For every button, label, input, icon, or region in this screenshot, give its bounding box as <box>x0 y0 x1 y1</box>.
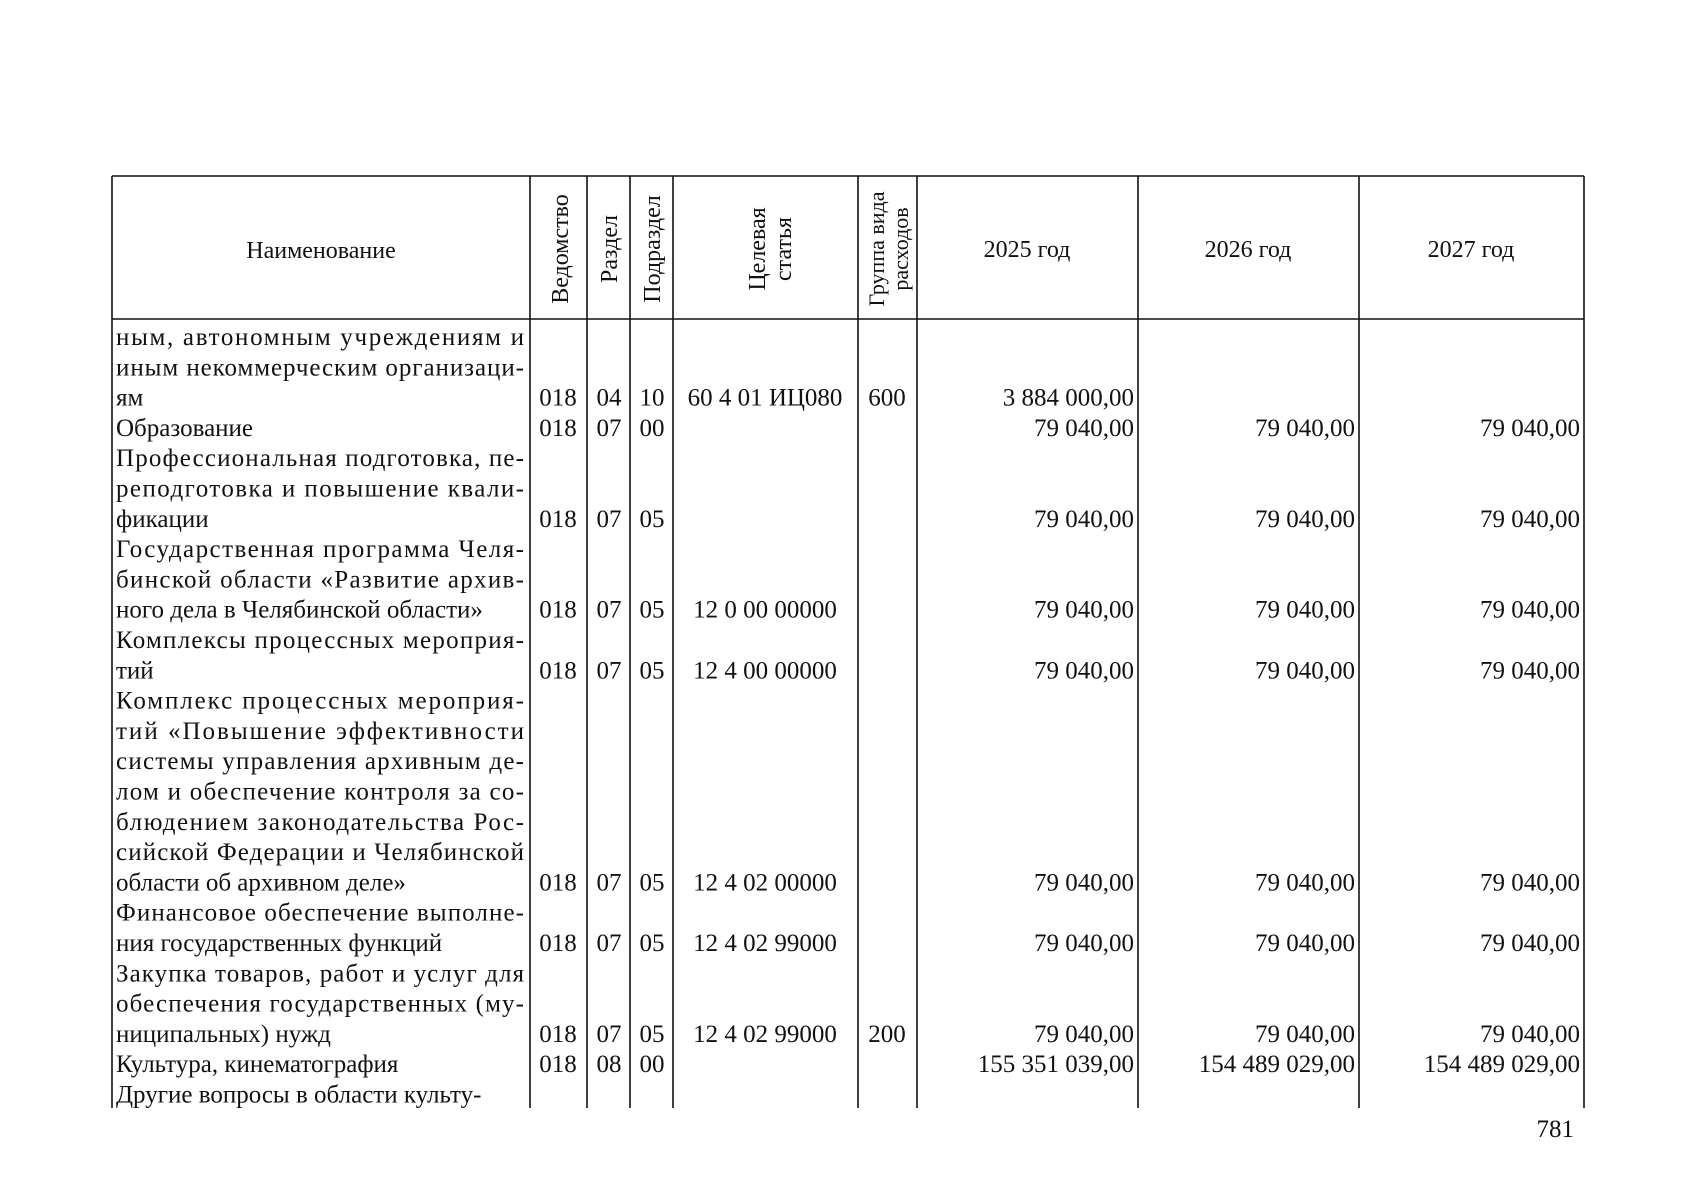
cell-name-line: лом и обеспечение контроля за со- <box>116 778 524 806</box>
cell-podrazdel: 05 <box>639 869 665 897</box>
cell-vedomstvo: 018 <box>539 930 577 957</box>
cell-2027: 79 040,00 <box>1480 414 1580 442</box>
cell-name-line: Другие вопросы в области культу- <box>116 1081 482 1109</box>
table-row <box>116 900 1580 957</box>
cell-razdel: 04 <box>596 384 622 412</box>
cell-vedomstvo: 018 <box>539 1020 577 1048</box>
cell-2027: 79 040,00 <box>1480 1020 1580 1048</box>
cell-2026: 79 040,00 <box>1255 869 1355 897</box>
cell-name-line: ным, автономным учреждениям и <box>116 324 524 351</box>
cell-2026: 79 040,00 <box>1255 505 1355 533</box>
cell-2026: 79 040,00 <box>1255 657 1355 685</box>
cell-2027: 79 040,00 <box>1480 596 1580 624</box>
cell-podrazdel: 05 <box>639 505 665 533</box>
cell-razdel: 07 <box>596 930 622 957</box>
cell-name-line: ям <box>116 384 144 412</box>
cell-name-line: Государственная программа Челя- <box>116 536 524 564</box>
header-gruppa-line2: расходов <box>888 207 913 291</box>
cell-2027: 79 040,00 <box>1480 869 1580 897</box>
table-row <box>116 415 1580 442</box>
cell-name-line: Профессиональная подготовка, пе- <box>116 445 524 473</box>
header-celevaya-line2: статья <box>771 217 797 281</box>
cell-podrazdel: 05 <box>639 930 665 957</box>
header-name: Наименование <box>246 238 396 264</box>
header-razdel: Раздел <box>597 215 623 283</box>
cell-razdel: 08 <box>596 1051 622 1079</box>
cell-vedomstvo: 018 <box>539 596 577 624</box>
cell-2025: 79 040,00 <box>1034 414 1134 442</box>
table-row <box>116 688 1580 897</box>
cell-name-line: ния государственных функций <box>116 930 443 957</box>
cell-name-line: Закупка товаров, работ и услуг для <box>116 960 524 988</box>
cell-name-line: ниципальных) нужд <box>116 1020 331 1048</box>
cell-vedomstvo: 018 <box>539 384 577 412</box>
cell-name-line: Комплексы процессных мероприя- <box>116 627 524 654</box>
table-row <box>116 324 1134 412</box>
table-row <box>116 627 1580 684</box>
cell-gruppa-vida: 600 <box>868 384 906 412</box>
table-row <box>116 960 1580 1048</box>
header-2026: 2026 год <box>1204 237 1292 263</box>
cell-podrazdel: 10 <box>639 384 665 412</box>
cell-name-line: области об архивном деле» <box>116 869 406 897</box>
cell-name-line: обеспечения государственных (му- <box>116 990 524 1018</box>
header-2027: 2027 год <box>1427 237 1515 263</box>
cell-celevaya-statya: 60 4 01 ИЦ080 <box>687 384 843 412</box>
cell-podrazdel: 05 <box>639 657 665 685</box>
cell-razdel: 07 <box>596 414 622 442</box>
table-body <box>116 324 1580 1109</box>
table-row <box>116 1051 1580 1078</box>
cell-2026: 79 040,00 <box>1255 1020 1355 1048</box>
cell-2025: 79 040,00 <box>1034 1020 1134 1048</box>
cell-podrazdel: 00 <box>639 414 665 442</box>
cell-2027: 79 040,00 <box>1480 930 1580 957</box>
cell-podrazdel: 05 <box>639 596 665 624</box>
cell-2025: 155 351 039,00 <box>977 1051 1134 1079</box>
cell-vedomstvo: 018 <box>539 414 577 442</box>
cell-celevaya-statya: 12 4 02 00000 <box>693 869 837 897</box>
cell-2025: 79 040,00 <box>1034 869 1134 897</box>
cell-name-line: Образование <box>116 414 254 442</box>
cell-name-line: тий <box>116 657 154 685</box>
header-celevaya-line1: Целевая <box>745 207 771 291</box>
page-number: 781 <box>1536 1116 1574 1143</box>
cell-name-line: реподготовка и повышение квали- <box>116 475 524 503</box>
header-2025: 2025 год <box>983 237 1071 263</box>
cell-celevaya-statya: 12 4 00 00000 <box>693 657 837 685</box>
cell-name-line: Финансовое обеспечение выполне- <box>116 899 524 927</box>
cell-podrazdel: 05 <box>639 1020 665 1048</box>
cell-razdel: 07 <box>596 657 622 685</box>
cell-2027: 79 040,00 <box>1480 505 1580 533</box>
cell-name-line: фикации <box>116 505 209 533</box>
header-vedomstvo: Ведомство <box>548 194 574 304</box>
table-header <box>246 191 1514 306</box>
cell-name-line: Комплекс процессных мероприя- <box>116 687 524 715</box>
cell-celevaya-statya: 12 0 00 00000 <box>693 596 837 624</box>
header-gruppa-line1: Группа вида <box>864 191 889 307</box>
cell-celevaya-statya: 12 4 02 99000 <box>693 1020 837 1048</box>
header-podrazdel: Подраздел <box>640 195 666 303</box>
cell-name-line: сийской Федерации и Челябинской <box>116 839 524 867</box>
cell-celevaya-statya: 12 4 02 99000 <box>693 930 837 957</box>
cell-2025: 79 040,00 <box>1034 930 1134 957</box>
cell-vedomstvo: 018 <box>539 657 577 685</box>
table-row <box>116 536 1580 624</box>
cell-razdel: 07 <box>596 869 622 897</box>
cell-podrazdel: 00 <box>639 1051 665 1079</box>
cell-2025: 3 884 000,00 <box>1002 384 1134 412</box>
cell-name-line: бинской области «Развитие архив- <box>116 566 524 594</box>
cell-2026: 79 040,00 <box>1255 930 1355 957</box>
cell-vedomstvo: 018 <box>539 869 577 897</box>
cell-2026: 79 040,00 <box>1255 414 1355 442</box>
cell-2026: 79 040,00 <box>1255 596 1355 624</box>
cell-gruppa-vida: 200 <box>868 1020 906 1048</box>
cell-name-line: системы управления архивным де- <box>116 748 524 776</box>
cell-name-line: блюдением законодательства Рос- <box>116 808 524 836</box>
cell-2025: 79 040,00 <box>1034 505 1134 533</box>
cell-razdel: 07 <box>596 505 622 533</box>
cell-razdel: 07 <box>596 596 622 624</box>
cell-2027: 79 040,00 <box>1480 657 1580 685</box>
table-row <box>116 445 1580 533</box>
cell-2027: 154 489 029,00 <box>1423 1051 1580 1079</box>
cell-razdel: 07 <box>596 1020 622 1048</box>
cell-vedomstvo: 018 <box>539 505 577 533</box>
cell-name-line: Культура, кинематография <box>116 1051 399 1079</box>
table-row <box>116 1082 481 1109</box>
cell-name-line: иным некоммерческим организаци- <box>116 354 524 382</box>
cell-2025: 79 040,00 <box>1034 596 1134 624</box>
cell-2026: 154 489 029,00 <box>1198 1051 1355 1079</box>
cell-name-line: тий «Повышение эффективности <box>116 717 524 745</box>
cell-vedomstvo: 018 <box>539 1051 577 1079</box>
cell-name-line: ного дела в Челябинской области» <box>116 596 483 624</box>
cell-2025: 79 040,00 <box>1034 657 1134 685</box>
